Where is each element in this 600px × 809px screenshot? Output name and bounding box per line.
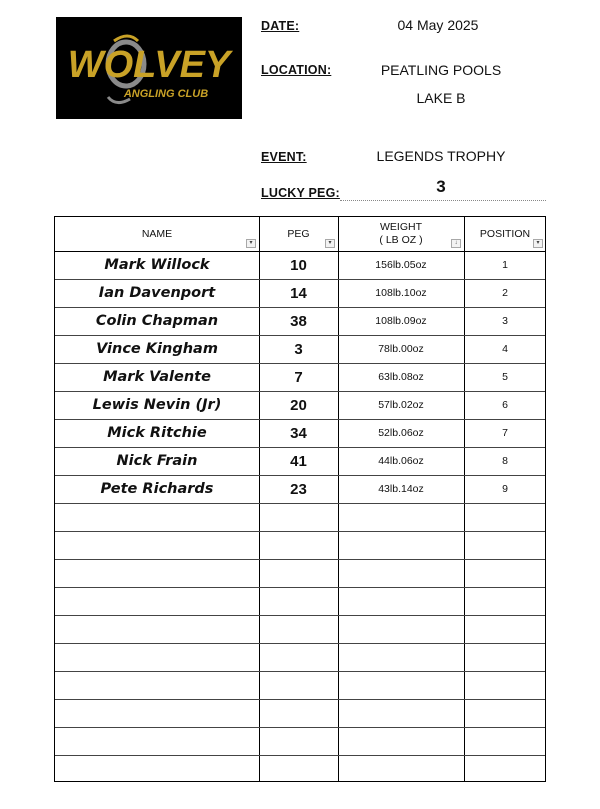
logo-title: WOLVEY xyxy=(67,44,231,86)
header-position: POSITION ▾ xyxy=(464,217,546,251)
cell-weight: 156lb.05oz xyxy=(375,259,427,271)
row-divider xyxy=(55,671,545,672)
cell-peg: 10 xyxy=(290,256,307,274)
cell-position: 5 xyxy=(502,371,508,383)
cell-position: 4 xyxy=(502,343,508,355)
cell-weight: 57lb.02oz xyxy=(378,399,424,411)
cell-peg: 14 xyxy=(290,284,307,302)
row-divider xyxy=(55,503,545,504)
cell-name: Nick Frain xyxy=(116,453,198,469)
dropdown-filter-icon[interactable]: ▾ xyxy=(246,239,256,248)
cell-weight: 108lb.10oz xyxy=(375,287,427,299)
wolvey-logo-icon xyxy=(56,17,242,119)
row-divider xyxy=(55,531,545,532)
cell-weight: 78lb.00oz xyxy=(378,343,424,355)
cell-name: Vince Kingham xyxy=(96,341,218,357)
cell-position: 6 xyxy=(502,399,508,411)
dropdown-filter-icon[interactable]: ▾ xyxy=(533,239,543,248)
location-label: LOCATION: xyxy=(261,63,332,77)
header-peg: PEG ▾ xyxy=(259,217,338,251)
cell-weight: 63lb.08oz xyxy=(378,371,424,383)
cell-weight: 44lb.06oz xyxy=(378,455,424,467)
cell-peg: 23 xyxy=(290,480,307,498)
date-value: 04 May 2025 xyxy=(397,17,479,33)
club-logo xyxy=(56,17,242,119)
cell-peg: 41 xyxy=(290,452,307,470)
cell-position: 9 xyxy=(502,483,508,495)
cell-weight: 43lb.14oz xyxy=(378,483,424,495)
cell-position: 8 xyxy=(502,455,508,467)
sort-descending-filter-icon[interactable]: ↓ xyxy=(451,239,461,248)
cell-name: Mark Valente xyxy=(103,369,211,385)
cell-weight: 52lb.06oz xyxy=(378,427,424,439)
event-label: EVENT: xyxy=(261,150,307,164)
cell-name: Lewis Nevin (Jr) xyxy=(92,397,222,413)
header-weight: WEIGHT ( LB OZ ) ↓ xyxy=(338,217,464,251)
lucky-peg-value: 3 xyxy=(436,177,446,196)
date-label: DATE: xyxy=(261,19,300,33)
cell-position: 7 xyxy=(502,427,508,439)
cell-name: Mark Willock xyxy=(104,257,210,273)
row-divider xyxy=(55,615,545,616)
results-table xyxy=(54,216,546,782)
cell-position: 1 xyxy=(502,259,508,271)
lucky-peg-label: LUCKY PEG: xyxy=(261,186,340,200)
cell-peg: 38 xyxy=(290,312,307,330)
location-value-lake: LAKE B xyxy=(416,90,466,106)
cell-peg: 7 xyxy=(294,368,303,386)
row-divider xyxy=(55,559,545,560)
row-divider xyxy=(55,587,545,588)
cell-name: Ian Davenport xyxy=(98,285,216,301)
row-divider xyxy=(55,727,545,728)
cell-peg: 20 xyxy=(290,396,307,414)
row-divider xyxy=(55,699,545,700)
dropdown-filter-icon[interactable]: ▾ xyxy=(325,239,335,248)
header-name: NAME ▾ xyxy=(55,217,259,251)
cell-name: Mick Ritchie xyxy=(107,425,207,441)
cell-peg: 3 xyxy=(294,340,303,358)
logo-subtitle: ANGLING CLUB xyxy=(123,88,209,100)
cell-weight: 108lb.09oz xyxy=(375,315,427,327)
location-value: PEATLING POOLS xyxy=(380,62,502,78)
cell-position: 2 xyxy=(502,287,508,299)
row-divider xyxy=(55,755,545,756)
cell-position: 3 xyxy=(502,315,508,327)
cell-peg: 34 xyxy=(290,424,307,442)
event-value: LEGENDS TROPHY xyxy=(376,148,506,164)
row-divider xyxy=(55,643,545,644)
lucky-peg-underline xyxy=(340,200,546,201)
cell-name: Pete Richards xyxy=(100,481,214,497)
cell-name: Colin Chapman xyxy=(95,313,219,329)
